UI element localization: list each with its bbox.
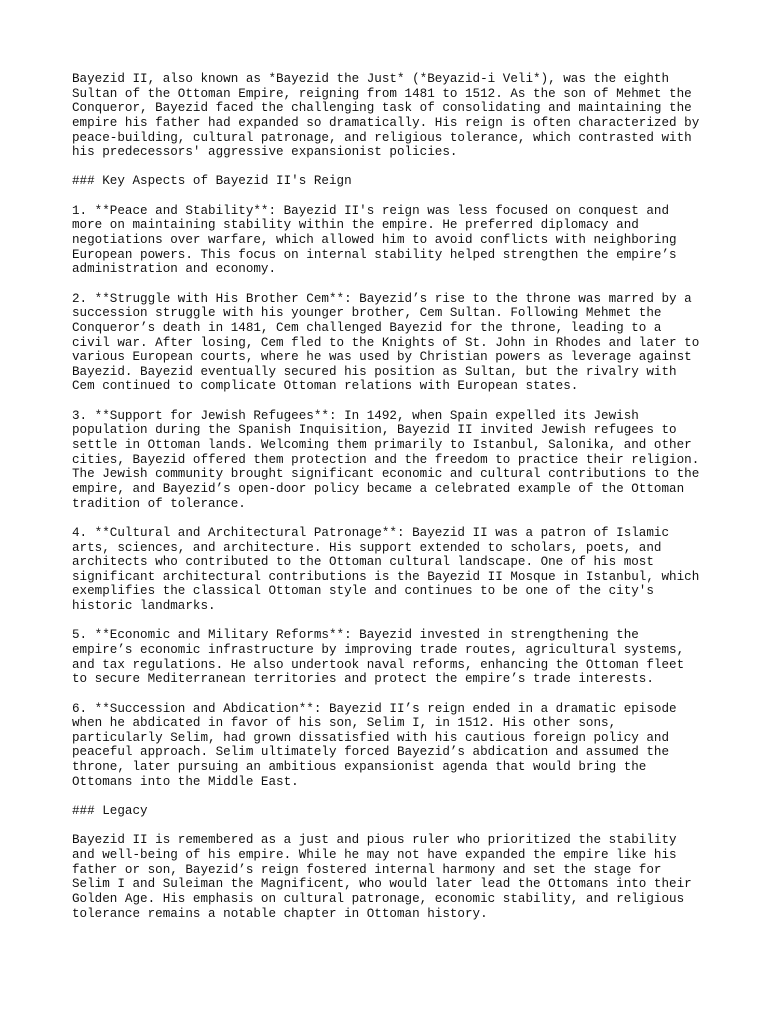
text-line: architects who contributed to the Ottoman cultural landscape. One of his most [72, 555, 654, 570]
text-line: 3. **Support for Jewish Refugees**: In 1492, when Spain expelled its Jewish [72, 408, 639, 423]
list-item-cultural-patronage [72, 526, 712, 614]
text-line: Bayezid II, also known as *Bayezid the Just* (*Beyazid-i Veli*), was the eighth [72, 72, 670, 86]
text-line: settle in Ottoman lands. Welcoming them primarily to Istanbul, Salonika, and other [72, 438, 692, 453]
text-line: Ottomans into the Middle East. [72, 774, 299, 789]
text-line: tolerance remains a notable chapter in Ottoman history. [72, 906, 488, 921]
text-line: when he abdicated in favor of his son, Selim I, in 1512. His other sons, [72, 716, 617, 731]
text-line: Bayezid II is remembered as a just and pious ruler who prioritized the stability [72, 833, 677, 848]
text-line: and tax regulations. He also undertook naval reforms, enhancing the Ottoman fleet [72, 657, 685, 672]
text-line: various European courts, where he was used by Christian powers as leverage against [72, 350, 692, 365]
intro-paragraph [72, 72, 712, 160]
text-line: cities, Bayezid offered them protection and the freedom to practice their religion. [72, 452, 700, 467]
text-line: throne, later pursuing an ambitious expansionist agenda that would bring the [72, 760, 647, 775]
text-line: 4. **Cultural and Architectural Patronage**: Bayezid II was a patron of Islamic [72, 525, 670, 540]
text-line: 6. **Succession and Abdication**: Bayezid II’s reign ended in a dramatic episode [72, 701, 677, 716]
heading-line: ### Legacy [72, 804, 148, 819]
text-line: Bayezid. Bayezid eventually secured his position as Sultan, but the rivalry with [72, 364, 677, 379]
text-line: Cem continued to complicate Ottoman relations with European states. [72, 379, 579, 394]
text-line: negotiations over warfare, which allowed him to avoid conflicts with neighboring [72, 233, 677, 248]
text-line: more on maintaining stability within the empire. He preferred diplomacy and [72, 218, 639, 233]
text-line: Conqueror, Bayezid faced the challenging task of consolidating and maintaining the [72, 101, 692, 116]
text-line: Selim I and Suleiman the Magnificent, who would later lead the Ottomans into their [72, 877, 692, 892]
document-page [72, 72, 712, 936]
text-line: 2. **Struggle with His Brother Cem**: Bayezid’s rise to the throne was marred by a [72, 291, 692, 306]
text-line: arts, sciences, and architecture. His support extended to scholars, poets, and [72, 540, 662, 555]
text-line: Conqueror’s death in 1481, Cem challenged Bayezid for the throne, leading to a [72, 320, 662, 335]
text-line: his predecessors' aggressive expansionist policies. [72, 145, 458, 160]
list-item-peace-stability [72, 204, 712, 277]
list-item-struggle-cem [72, 292, 712, 394]
text-line: empire, and Bayezid’s open-door policy became a celebrated example of the Ottoman [72, 481, 685, 496]
text-line: tradition of tolerance. [72, 496, 246, 511]
text-line: Sultan of the Ottoman Empire, reigning from 1481 to 1512. As the son of Mehmet the [72, 86, 692, 101]
list-item-succession [72, 702, 712, 790]
text-line: empire’s economic infrastructure by improving trade routes, agricultural systems, [72, 642, 685, 657]
text-line: Golden Age. His emphasis on cultural patronage, economic stability, and religious [72, 891, 685, 906]
list-item-jewish-refugees [72, 409, 712, 511]
text-line: administration and economy. [72, 262, 277, 277]
section-heading-legacy [72, 804, 712, 819]
text-line: European powers. This focus on internal stability helped strengthen the empire’s [72, 247, 677, 262]
text-line: succession struggle with his younger brother, Cem Sultan. Following Mehmet the [72, 306, 662, 321]
text-line: exemplifies the classical Ottoman style and continues to be one of the city's [72, 584, 654, 599]
legacy-paragraph [72, 833, 712, 921]
text-line: 5. **Economic and Military Reforms**: Bayezid invested in strengthening the [72, 628, 639, 643]
text-line: and well-being of his empire. While he may not have expanded the empire like his [72, 847, 677, 862]
text-line: peaceful approach. Selim ultimately forced Bayezid’s abdication and assumed the [72, 745, 670, 760]
heading-line: ### Key Aspects of Bayezid II's Reign [72, 174, 352, 189]
text-line: civil war. After losing, Cem fled to the Knights of St. John in Rhodes and later to [72, 335, 700, 350]
text-line: particularly Selim, had grown dissatisfied with his cautious foreign policy and [72, 730, 670, 745]
text-line: peace-building, cultural patronage, and religious tolerance, which contrasted with [72, 130, 692, 145]
text-line: population during the Spanish Inquisition, Bayezid II invited Jewish refugees to [72, 423, 677, 438]
section-heading-key-aspects [72, 174, 712, 189]
text-line: The Jewish community brought significant economic and cultural contributions to the [72, 467, 700, 482]
text-line: 1. **Peace and Stability**: Bayezid II's reign was less focused on conquest and [72, 203, 670, 218]
text-line: significant architectural contributions is the Bayezid II Mosque in Istanbul, which [72, 569, 700, 584]
text-line: to secure Mediterranean territories and protect the empire’s trade interests. [72, 672, 654, 687]
list-item-economic-reforms [72, 628, 712, 687]
text-line: father or son, Bayezid’s reign fostered internal harmony and set the stage for [72, 862, 662, 877]
text-line: empire his father had expanded so dramatically. His reign is often characterized by [72, 115, 700, 130]
text-line: historic landmarks. [72, 599, 216, 614]
